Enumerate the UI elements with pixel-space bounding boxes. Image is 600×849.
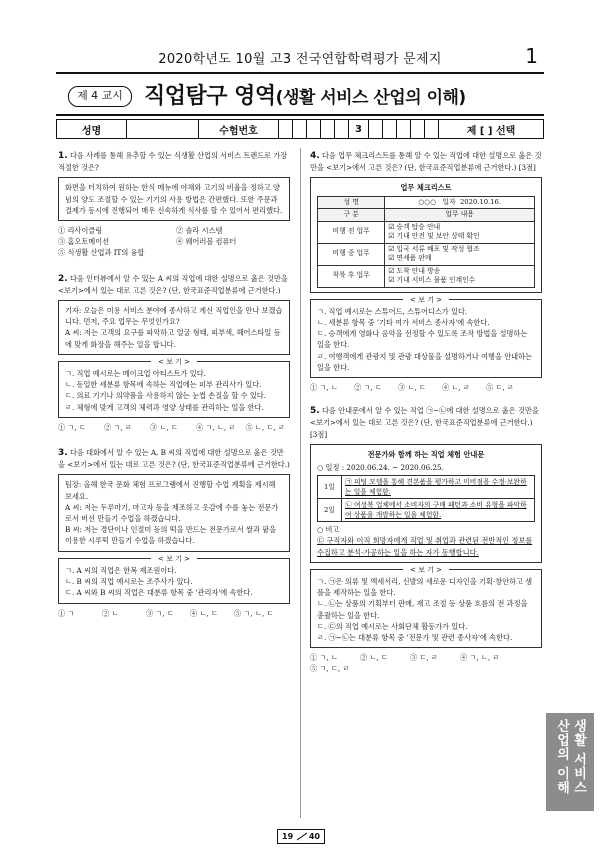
left-column: [58, 150, 290, 627]
bogi-item: ㄴ. ㉡는 상품의 기획부터 판매, 재고 조절 등 상품 흐름의 전 과정을 총괄하는 일을 한다.: [317, 599, 528, 620]
bogi-title: < 보 기 >: [151, 357, 197, 368]
bogi-item: ㄷ. ㉢의 직업 예시로는 사회단체 활동가가 있다.: [317, 621, 468, 631]
schedule-text: ㉠ 피팅 모델을 통해 견본품을 평가하고 미비점을 수정·보완하는 일을 체험함.: [342, 476, 535, 499]
option-2[interactable]: ② ㄱ, ㄷ: [354, 383, 382, 393]
option-4[interactable]: ④ ㄱ, ㄴ, ㄹ: [196, 422, 236, 432]
checklist-table: [317, 196, 535, 288]
subject-main: 직업탐구 영역: [144, 84, 276, 109]
column-divider: [300, 148, 301, 818]
option-3[interactable]: ③ ㄷ, ㄹ: [410, 653, 438, 663]
subject-side-tab: [546, 713, 594, 811]
top-rule: [56, 72, 544, 74]
table-row: [318, 243, 535, 265]
bogi-item: ㄱ. 직업 예시로는 메이크업 아티스트가 있다.: [65, 369, 206, 379]
date-label: 일자: [442, 197, 456, 206]
schedule-text: ㉡ 여성복 업체에서 소비자의 구매 패턴과 소비 유형을 파악하여 상품을 개발하는 일을 체험함.: [342, 499, 535, 522]
bogi-item: ㄹ. ㉠~㉡는 대분류 항목 중 '전문가 및 관련 종사자'에 속한다.: [317, 633, 513, 643]
question-stem: 다음 대화에서 알 수 있는 A, B 씨의 직업에 대한 설명으로 옳은 것만을 <보기>에서 있는 대로 고른 것은? (단, 한국표준직업분류에 근거한다.): [58, 448, 290, 470]
name-value: ○○○ 일자 2020.10.16.: [385, 196, 535, 209]
option-4[interactable]: ④ ㄴ, ㄹ: [442, 383, 470, 393]
exam-no-label: 수험번호: [199, 120, 279, 138]
option-2[interactable]: ② ㄱ, ㄹ: [104, 422, 132, 432]
option-5[interactable]: ⑤ ㄴ, ㄷ, ㄹ: [245, 422, 285, 432]
bogi-item: ㄱ. A 씨의 직업은 한복 제조원이다.: [65, 565, 177, 575]
table-row: [318, 499, 535, 522]
answer-options: [310, 382, 542, 393]
option-5[interactable]: ⑤ ㄷ, ㄹ: [486, 383, 514, 393]
dialog-line: 팀장: 올해 한국 문화 체험 프로그램에서 진행할 수업 계획을 제시해 보세요.: [65, 480, 276, 501]
question-number: 5.: [310, 406, 320, 417]
checklist-title: 업무 체크리스트: [400, 183, 452, 193]
period-badge: 제 4 교시: [68, 86, 132, 107]
table-row: [318, 476, 535, 499]
bogi-title: < 보 기 >: [403, 565, 449, 576]
question-5: [310, 405, 542, 674]
bogi-box: [310, 565, 542, 648]
date-value: 2020.10.16.: [459, 197, 502, 206]
bogi-box: [310, 295, 542, 378]
check-item: ☑ 도착 안내 방송: [388, 266, 441, 275]
notice-period: ○ 일정 : 2020.06.24. ~ 2020.06.25.: [317, 463, 444, 473]
page-current: 19: [282, 832, 294, 841]
page-slash: [297, 833, 307, 841]
bogi-item: ㄹ. 여행객에게 관광지 및 관광 대상물을 설명하거나 여행을 안내하는 일을 한다.: [317, 351, 532, 372]
interview-line: A 씨: 저는 고객의 요구를 파악하고 얼굴 형태, 피부색, 헤어스타일 등에 맞게 화장을 해주는 일을 합니다.: [65, 328, 281, 349]
question-3: [58, 447, 290, 619]
page-number: 1: [525, 44, 538, 68]
side-tab-line: 생활 서비스: [571, 719, 586, 795]
name-field[interactable]: [127, 120, 199, 138]
bogi-item: ㄱ. 직업 예시로는 스튜어드, 스튜어디스가 있다.: [317, 306, 468, 316]
exam-no-box[interactable]: [411, 120, 425, 138]
row-category: 비행 전 업무: [318, 221, 385, 243]
schedule-table: [317, 475, 535, 522]
option-4[interactable]: ④ ㄴ, ㄷ: [190, 608, 218, 618]
exam-no-box[interactable]: [321, 120, 335, 138]
question-stem: 다음 인터뷰에서 알 수 있는 A 씨의 직업에 대한 설명으로 옳은 것만을 <보기>에서 있는 대로 고른 것은? (단, 한국표준직업분류에 근거한다.): [58, 273, 288, 295]
option-1[interactable]: ① ㄱ, ㄷ: [58, 422, 86, 432]
name-label: 성 명: [318, 196, 385, 209]
option-5[interactable]: ⑤ ㄱ, ㄴ, ㄷ: [234, 608, 274, 618]
option-3[interactable]: ③ 홈오토메이션: [58, 237, 110, 247]
name-label: 성명: [57, 120, 127, 138]
exam-no-digit: 3: [349, 120, 369, 138]
page-total: 40: [308, 832, 320, 841]
bogi-title: < 보 기 >: [403, 295, 449, 306]
subject-title: [144, 79, 466, 110]
option-2[interactable]: ② 솔라 시스템: [176, 226, 223, 236]
exam-no-box[interactable]: [425, 120, 439, 138]
option-1[interactable]: ① ㄱ: [58, 608, 75, 618]
question-1: [58, 150, 290, 259]
bogi-item: ㄴ. B 씨의 직업 예시로는 조주사가 있다.: [65, 577, 193, 587]
col-content: 업무 내용: [385, 209, 535, 222]
interview-box: [58, 300, 290, 355]
bogi-box: [58, 357, 290, 418]
interview-line: 기자: 오늘은 미용 서비스 분야에 종사하고 계신 직업인을 만나 보겠습니다. 먼저, 주요 업무는 무엇인가요?: [65, 306, 283, 327]
answer-options: [58, 225, 290, 259]
subject-rule: [56, 114, 544, 116]
option-1[interactable]: ① ㄱ, ㄴ: [310, 383, 338, 393]
option-2[interactable]: ② ㄴ: [102, 608, 119, 618]
exam-no-box[interactable]: [307, 120, 321, 138]
question-4: [310, 150, 542, 393]
bogi-title: < 보 기 >: [151, 554, 197, 565]
exam-no-box[interactable]: [279, 120, 293, 138]
question-number: 4.: [310, 151, 320, 161]
question-2: [58, 273, 290, 433]
check-item: ☑ 면세품 판매: [388, 254, 432, 263]
check-item: ☑ 기내 안전 및 보안 상태 확인: [388, 232, 480, 241]
note-text: ㉢ 구직자와 이직 희망자에게 직업 및 취업과 관련된 전반적인 정보를 수집하고 분석·가공하는 일을 하는 자가 동행합니다.: [317, 536, 533, 557]
subject-sub: (생활 서비스 산업의 이해): [275, 88, 466, 108]
schedule-day: 2일: [318, 499, 342, 522]
bogi-item: ㄷ. 승객에게 영화나 음악을 선정할 수 있도록 조작 방법을 설명하는 일을 한다.: [317, 329, 528, 350]
page-counter: [277, 829, 325, 844]
answer-options: [58, 608, 290, 619]
row-category: 착륙 후 업무: [318, 265, 385, 287]
info-row: [56, 119, 544, 139]
question-stem: 다음 업무 체크리스트를 통해 알 수 있는 직업에 대한 설명으로 옳은 것만을 <보기>에서 고른 것은? (단, 한국표준직업분류에 근거한다.) [3점]: [310, 151, 542, 173]
bogi-item: ㄷ. A 씨와 B 씨의 직업은 대분류 항목 중 '관리자'에 속한다.: [65, 588, 253, 598]
option-3[interactable]: ③ ㄴ, ㄷ: [150, 422, 178, 432]
bogi-item: ㄷ. 의료 기기나 의약품을 사용하지 않는 눈썹 손질을 할 수 있다.: [65, 391, 266, 401]
bogi-item: ㄴ. 세분류 항목 중 '기타 여가 서비스 종사자'에 속한다.: [317, 318, 490, 328]
option-2[interactable]: ② ㄴ, ㄷ: [360, 653, 388, 663]
check-item: ☑ 입국 서류 배포 및 작성 협조: [388, 244, 480, 253]
notice-title: 전문가와 함께 하는 직업 체험 안내문: [367, 449, 485, 459]
option-5[interactable]: ⑤ ㄱ, ㄷ, ㄹ: [310, 664, 350, 674]
schedule-day: 1일: [318, 476, 342, 499]
option-4[interactable]: ④ ㄱ, ㄴ, ㄹ: [460, 653, 500, 663]
row-category: 비행 중 업무: [318, 243, 385, 265]
notice-box: [310, 444, 542, 563]
option-4[interactable]: ④ 웨어러블 컴퓨터: [176, 237, 237, 247]
question-stem: 다음 사례를 통해 유추할 수 있는 식생활 산업의 서비스 트렌드로 가장 적절한 것은?: [58, 151, 288, 173]
case-box: 화면을 터치하여 원하는 한식 메뉴에 야채와 고기의 비율을 정하고 양념의 양도 조절할 수 있는 기기의 사용 방법은 간편했다. 또한 주문과 결제가 동시에 진행되어 매우 신속하게 식사를 할 수 있어서 편리했다.: [58, 177, 290, 221]
exam-no-box[interactable]: [397, 120, 411, 138]
option-5[interactable]: ⑤ 식생활 산업과 IT의 융합: [58, 248, 145, 258]
table-row: [318, 265, 535, 287]
answer-options: [310, 652, 542, 674]
bogi-item: ㄹ. 체형에 맞게 고객의 체력과 영양 상태를 관리하는 일을 한다.: [65, 402, 264, 412]
col-category: 구 분: [318, 209, 385, 222]
dialog-line: A 씨: 저는 두루마기, 마고자 등을 제조하고 옷감에 수를 놓는 전문가로서 버선 만들기 수업을 하겠습니다.: [65, 502, 279, 524]
dialog-box: [58, 474, 290, 551]
option-1[interactable]: ① 리사이클링: [58, 226, 103, 236]
question-number: 3.: [58, 448, 68, 459]
note-label: ○ 비고: [317, 525, 340, 535]
question-stem: 다음 안내문에서 알 수 있는 직업 ㉠~㉡에 대한 설명으로 옳은 것만을 <보기>에서 있는 대로 고른 것은? (단, 한국표준직업분류에 근거한다.) [3점]: [310, 406, 539, 439]
dialog-line: B 씨: 저는 경단이나 인절미 등의 떡을 만드는 전문가로서 쌀과 팥을 이용한 시루떡 만들기 수업을 하겠습니다.: [65, 525, 277, 546]
check-item: ☑ 기내 서비스 물품 인계인수: [388, 276, 476, 285]
exam-title: 2020학년도 10월 고3 전국연합학력평가 문제지: [158, 52, 442, 67]
side-tab-line: 산업의 이해: [554, 719, 569, 795]
answer-options: [58, 422, 290, 433]
bogi-item: ㄴ. 동일한 세분류 항목에 속하는 직업에는 피부 관리사가 있다.: [65, 380, 262, 390]
check-item: ☑ 승객 탑승 안내: [388, 222, 441, 231]
right-column: [310, 150, 542, 683]
bogi-item: ㄱ. ㉠은 의류 및 액세서리, 신발의 새로운 디자인을 기획·창안하고 샘플을 제작하는 일을 한다.: [317, 577, 533, 598]
checklist-box: [310, 177, 542, 292]
exam-no-box[interactable]: [383, 120, 397, 138]
choice-label: 제 [ ] 선택: [466, 125, 516, 137]
exam-no-box[interactable]: [335, 120, 349, 138]
option-3[interactable]: ③ ㄱ, ㄷ: [146, 608, 174, 618]
question-number: 2.: [58, 273, 68, 284]
question-number: 1.: [58, 151, 68, 161]
exam-no-box[interactable]: [369, 120, 383, 138]
option-1[interactable]: ① ㄱ, ㄴ: [310, 653, 338, 663]
bogi-box: [58, 554, 290, 604]
exam-no-box[interactable]: [293, 120, 307, 138]
option-3[interactable]: ③ ㄴ, ㄷ: [398, 383, 426, 393]
table-row: [318, 221, 535, 243]
